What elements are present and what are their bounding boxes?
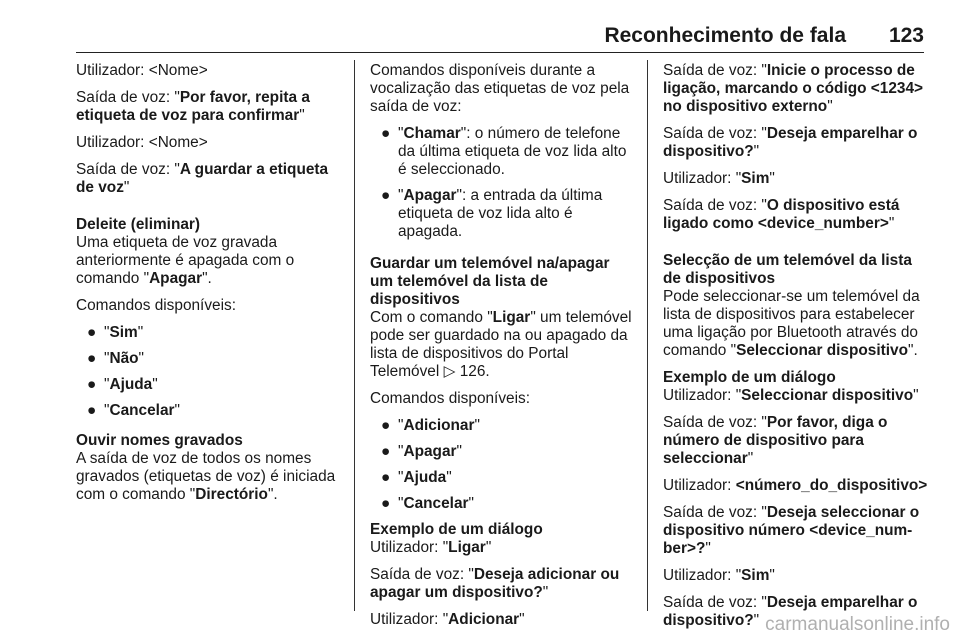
list-item: ● "Cancelar" <box>87 402 180 419</box>
dialog-line: Saída de voz: "Deseja emparelhar o dispositivo?" <box>663 594 918 629</box>
paragraph: A saída de voz de todos os nomes gravados (etiquetas de voz) é iniciada com o comando "Directório". <box>76 450 336 503</box>
section-heading: Deleite (eliminar) <box>76 216 201 233</box>
dialog-line: Saída de voz: "Deseja adicionar ou apagar um dispositivo?" <box>370 566 620 601</box>
page-reference-icon: ▷ <box>443 363 456 380</box>
paragraph: Comandos disponíveis durante a vocalização das etiquetas de voz pela saída de voz: <box>370 62 630 115</box>
section-heading: Ouvir nomes gravados <box>76 432 243 449</box>
dialog-line: Saída de voz: "Deseja emparelhar o dispositivo?" <box>663 125 918 160</box>
dialog-line: Utilizador: "Adicionar" <box>370 611 525 628</box>
dialog-line: Saída de voz: "Por favor, diga o número de dispositivo para seleccionar" <box>663 414 888 467</box>
dialog-line: Utilizador: "Ligar" <box>370 539 492 556</box>
section-heading: Exemplo de um diálogo <box>370 521 543 538</box>
dialog-line: Utilizador: <número_do_dispositivo> <box>663 477 928 494</box>
section-heading: Exemplo de um diálogo <box>663 369 836 386</box>
page-title: Reconhecimento de fala <box>604 24 846 47</box>
column-right <box>663 62 929 630</box>
page-header <box>76 24 924 53</box>
dialog-line: Utilizador: "Seleccionar dispositivo" <box>663 387 919 404</box>
paragraph: Pode seleccionar-se um telemóvel da lista de dispositivos para estabelecer uma ligação por Bluetooth através do comando "Seleccionar dispositivo". <box>663 288 920 359</box>
dialog-line: Utilizador: "Sim" <box>663 567 775 584</box>
paragraph: Com o comando "Ligar" um telemóvel pode ser guardado na ou apagado da lista de dispositivos do Portal Telemóvel ▷ 126. <box>370 309 632 380</box>
dialog-line: Utilizador: <Nome> <box>76 134 208 151</box>
command-list <box>370 125 634 241</box>
column-divider <box>354 60 355 611</box>
list-item: ● "Sim" <box>87 324 144 341</box>
watermark: carmanualsonline.info <box>765 614 950 635</box>
column-divider <box>647 60 648 611</box>
list-item: ● "Adicionar" <box>381 417 480 434</box>
list-item: ● "Ajuda" <box>381 469 452 486</box>
list-item: ● "Apagar" <box>381 443 462 460</box>
column-left <box>76 62 346 513</box>
command-list <box>76 324 346 420</box>
page-number: 123 <box>888 24 924 47</box>
section-heading: Guardar um telemóvel na/apagar um telemóvel da lista de dispositivos <box>370 255 610 308</box>
dialog-line: Utilizador: <Nome> <box>76 62 208 79</box>
list-item: ● "Cancelar" <box>381 495 474 512</box>
list-item: ● "Ajuda" <box>87 376 158 393</box>
dialog-line: Saída de voz: "Inicie o processo de ligação, marcando o código <1234> no dispositivo externo" <box>663 62 924 115</box>
dialog-line: Saída de voz: "O dispositivo está ligado como <device_number>" <box>663 197 900 232</box>
column-middle <box>370 62 634 638</box>
dialog-line: Saída de voz: "Deseja seleccionar o dispositivo número <device_num- ber>?" <box>663 504 920 557</box>
paragraph: Uma etiqueta de voz gravada anteriormente é apagada com o comando "Apagar". <box>76 234 295 287</box>
commands-label: Comandos disponíveis: <box>370 390 530 407</box>
dialog-line: Saída de voz: "Por favor, repita a etiqueta de voz para confirmar" <box>76 89 310 124</box>
command-list <box>370 417 634 513</box>
dialog-line: Utilizador: "Sim" <box>663 170 775 187</box>
commands-label: Comandos disponíveis: <box>76 297 236 314</box>
list-item: ● "Não" <box>87 350 145 367</box>
list-item: ● "Chamar": o número de telefone da última etiqueta de voz lida alto é seleccionado. <box>381 125 627 178</box>
dialog-line: Saída de voz: "A guardar a etiqueta de voz" <box>76 161 329 196</box>
section-heading: Selecção de um telemóvel da lista de dispositivos <box>663 252 912 287</box>
list-item: ● "Apagar": a entrada da última etiqueta de voz lida alto é apagada. <box>381 187 603 240</box>
